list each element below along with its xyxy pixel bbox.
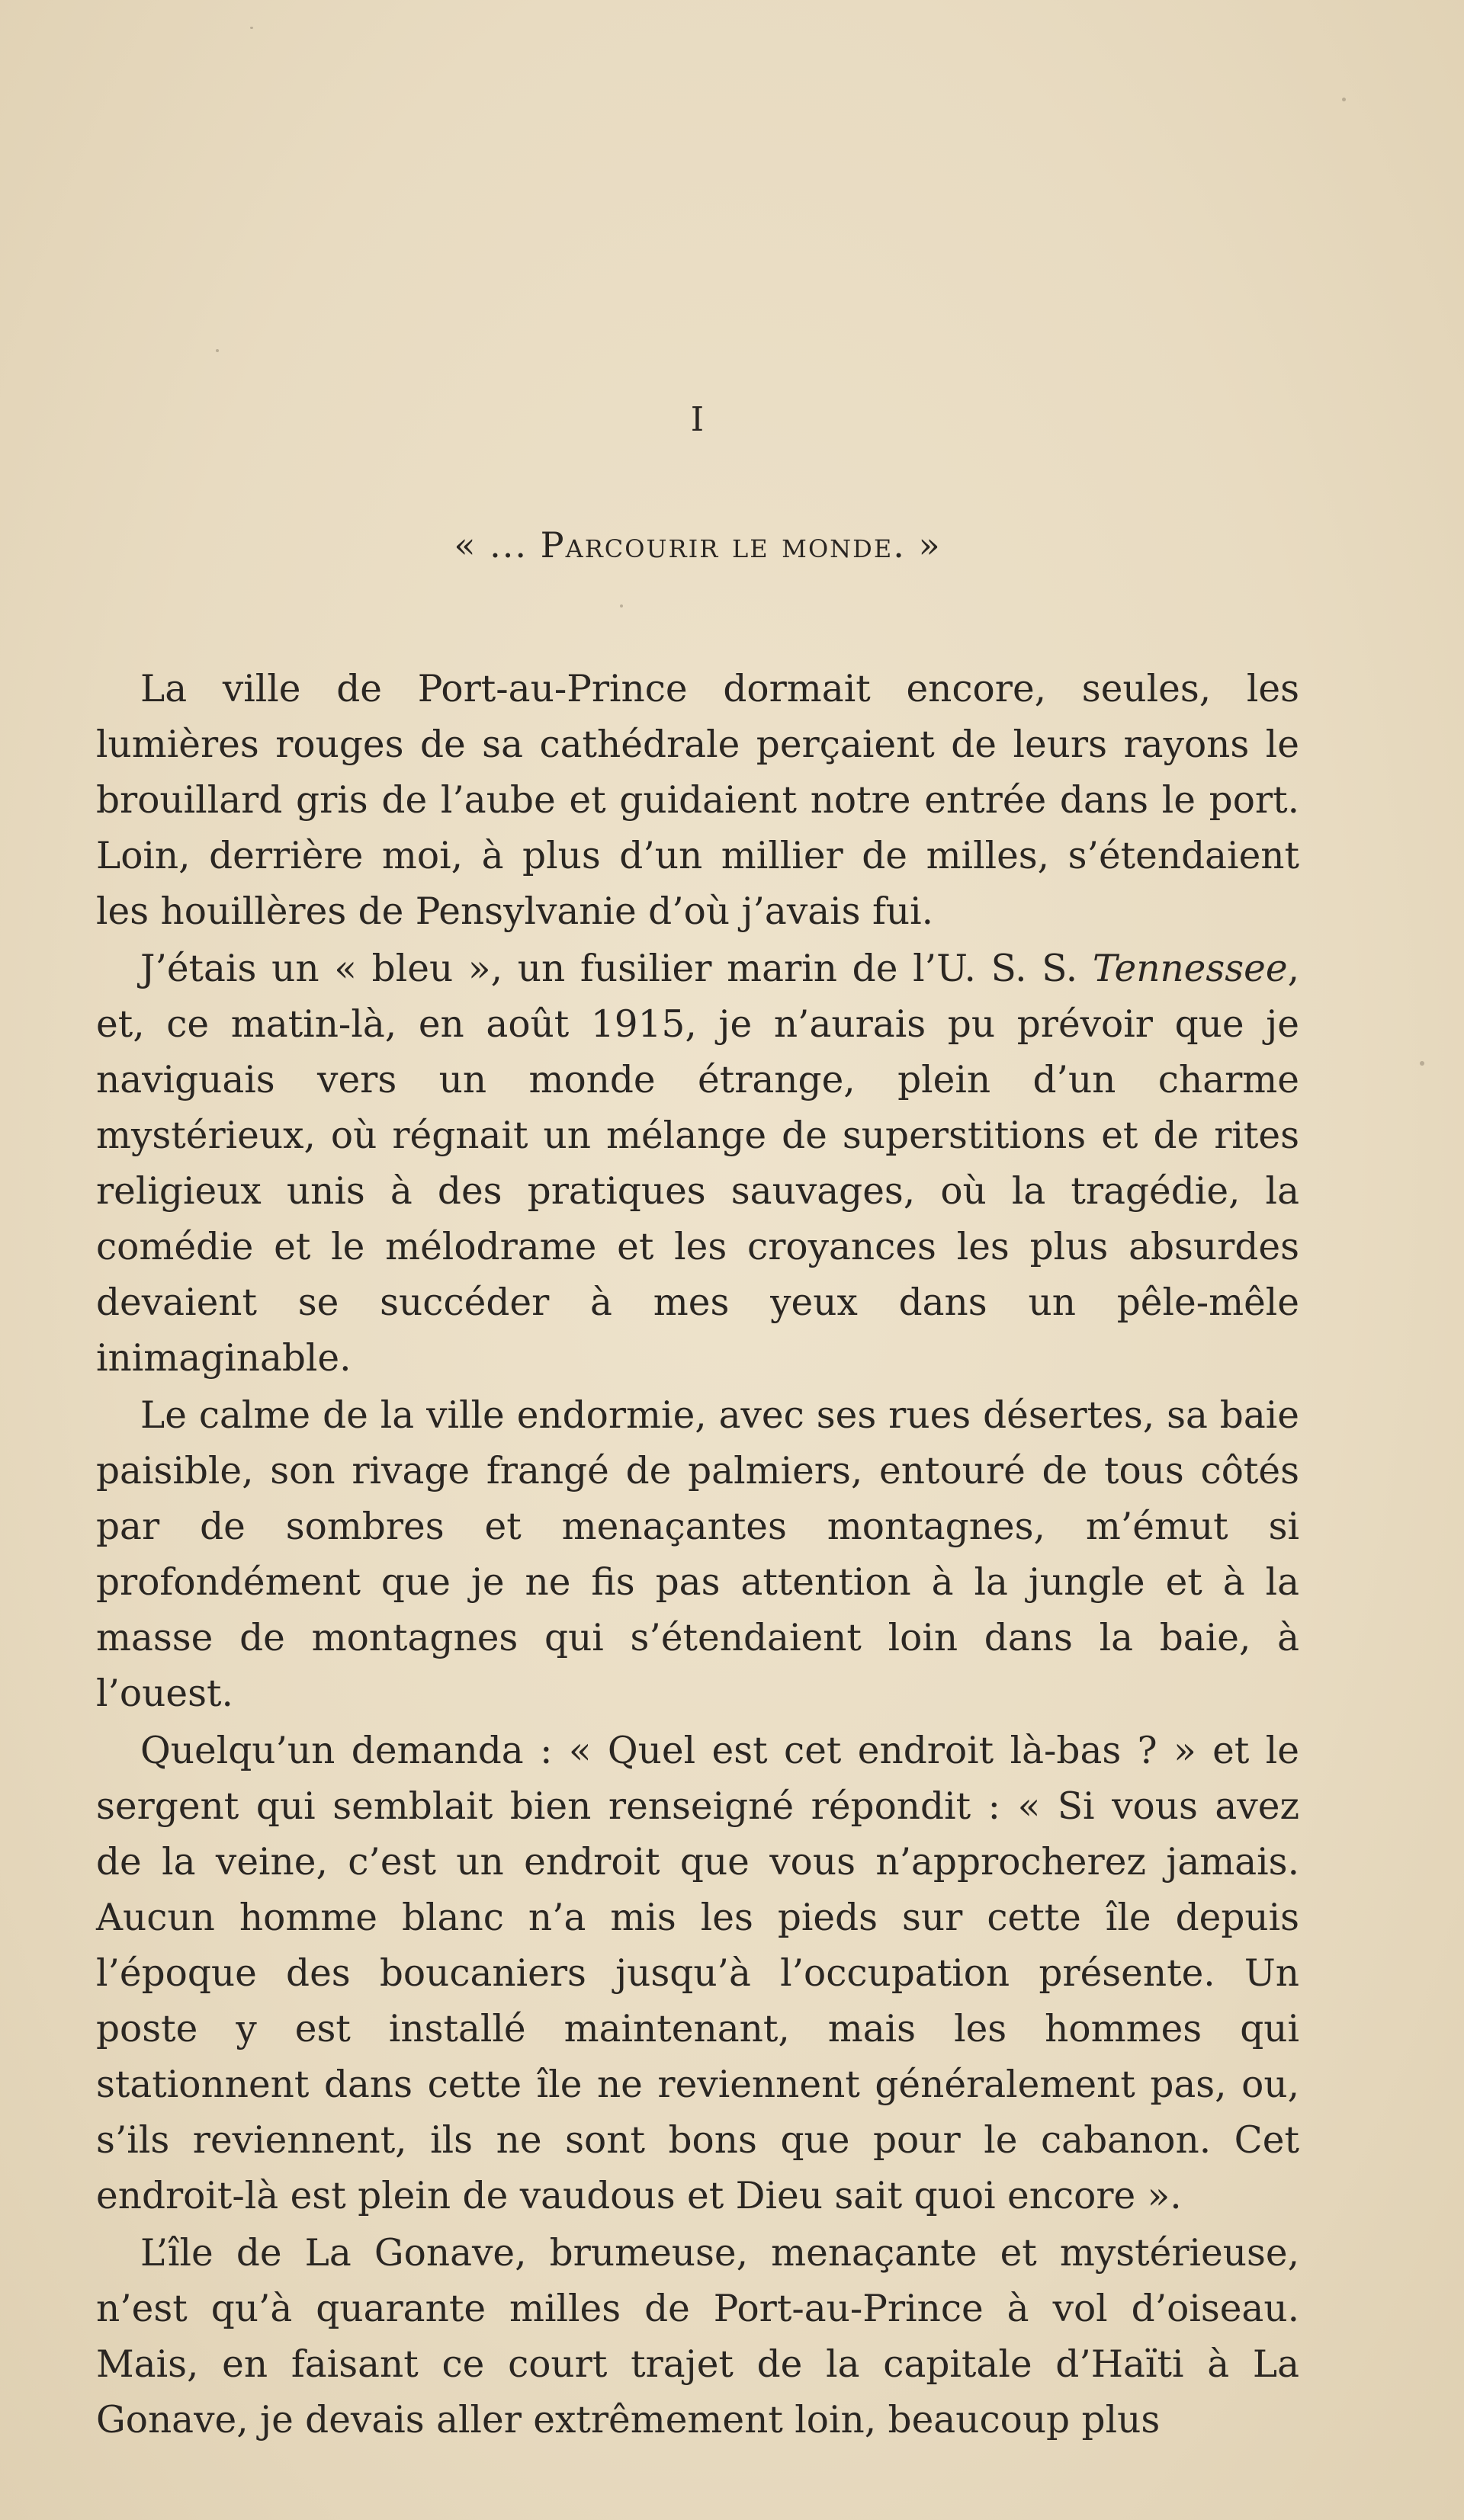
body-text [96,662,1299,2450]
paragraph: Le calme de la ville endormie, avec ses rues désertes, sa baie paisible, son rivage frangé de palmiers, entouré de tous côtés par de sombres et menaçantes montagnes, m’émut si profondément que je ne fis pas attention à la jungle et à la masse de montagnes qui s’étendaient loin dans la baie, à l’ouest. [96,1394,1299,1715]
paragraph: La ville de Port-au-Prince dormait encore, seules, les lumières rouges de sa cathédrale perçaient de leurs rayons le brouillard gris de l’aube et guidaient notre entrée dans le port. Loin, derrière moi, à plus d’un millier de milles, s’étendaient les houillères de Pensylvanie d’où j’avais fui. [96,668,1299,933]
chapter-title [0,524,1395,566]
paragraph-text: J’étais un « bleu », un fusilier marin de l’U. S. S. [140,947,1093,990]
paragraph: L’île de La Gonave, brumeuse, menaçante et mystérieuse, n’est qu’à quarante milles de Port-au-Prince à vol d’oiseau. Mais, en faisant ce court trajet de la capitale d’Haïti à La Gonave, je devais aller extrêmement loin, beaucoup plus [96,2232,1299,2441]
chapter-number: I [690,400,705,439]
paragraph: Quelqu’un demanda : « Quel est cet endroit là-bas ? » et le sergent qui semblait bien renseigné répondit : « Si vous avez de la veine, c’est un endroit que vous n’approcherez jamais. Aucun homme blanc n’a mis les pieds sur cette île depuis l’époque des boucaniers jusqu’à l’occupation présente. Un poste y est installé maintenant, mais les hommes qui stationnent dans cette île ne reviennent généralement pas, ou, s’ils reviennent, ils ne sont bons que pour le cabanon. Cet endroit-là est plein de vaudous et Dieu sait quoi encore ». [96,1730,1299,2217]
chapter-title-text: Parcourir le monde. [540,524,906,566]
chapter-title-close-quote: » [905,524,942,566]
paragraph [96,941,1299,1387]
paper-speck [250,27,253,29]
chapter-title-open-quote: « ... [454,524,541,566]
paper-speck [1342,98,1346,101]
paper-speck [216,349,219,352]
paper-speck [1420,1061,1424,1066]
paper-speck [620,604,623,608]
ship-name: Tennessee [1092,947,1288,990]
paragraph-text: , et, ce matin-là, en août 1915, je n’aurais pu prévoir que je naviguais vers un monde étrange, plein d’un charme mystérieux, où régnait un mélange de superstitions et de rites religieux unis à des pratiques sauvages, où la tragédie, la comédie et le mélodrame et les croyances les plus absurdes devaient se succéder à mes yeux dans un pêle-mêle inimaginable. [96,947,1299,1380]
